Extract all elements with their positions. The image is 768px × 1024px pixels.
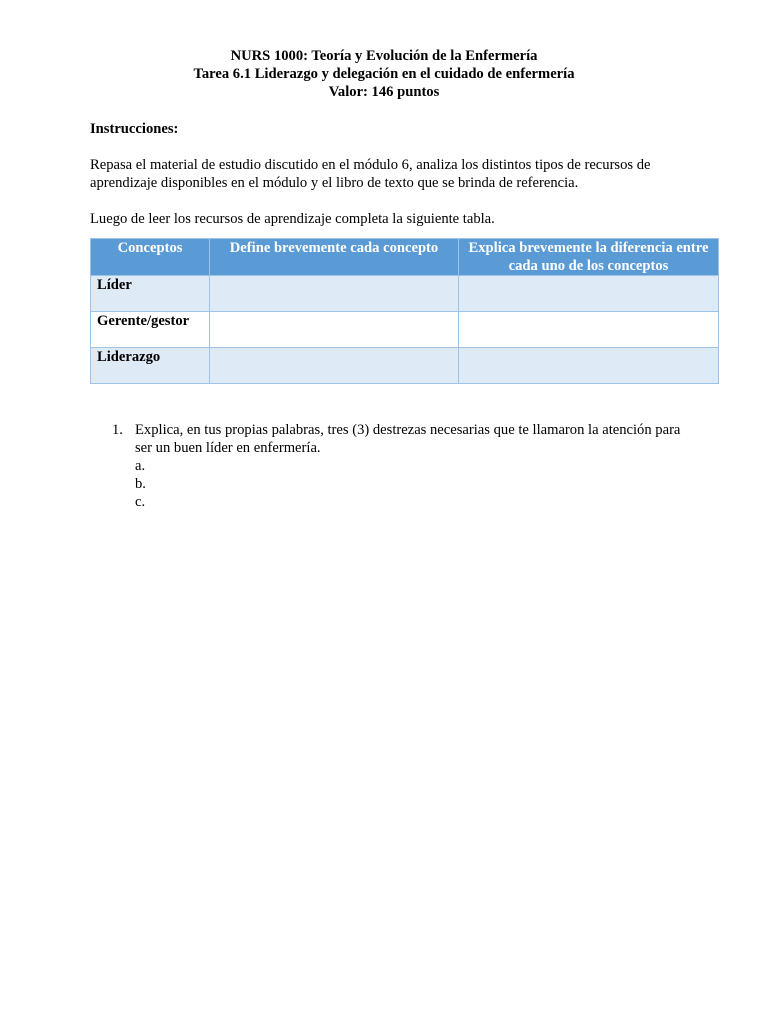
- difference-cell-liderazgo[interactable]: [459, 348, 719, 384]
- column-header-difference: Explica brevemente la diferencia entre cada uno de los conceptos: [459, 239, 719, 276]
- concepts-table: [90, 238, 719, 384]
- instructions-paragraph-1: Repasa el material de estudio discutido en el módulo 6, analiza los distintos tipos de recursos de aprendizaje disponibles en el módulo y el libro de texto que se brinda de referencia.: [90, 157, 651, 191]
- question-body: [135, 421, 695, 511]
- instructions-paragraph-2: Luego de leer los recursos de aprendizaje completa la siguiente tabla.: [90, 211, 495, 227]
- assignment-title: Tarea 6.1 Liderazgo y delegación en el cuidado de enfermería: [193, 66, 575, 82]
- definition-cell-gerente[interactable]: [210, 312, 459, 348]
- definition-cell-lider[interactable]: [210, 276, 459, 312]
- column-header-definition: Define brevemente cada concepto: [210, 239, 459, 276]
- concept-cell-gerente: Gerente/gestor: [91, 312, 210, 348]
- answer-item-c[interactable]: c.: [135, 494, 146, 510]
- question-item: [112, 421, 718, 511]
- question-text: Explica, en tus propias palabras, tres (3) destrezas necesarias que te llamaron la atención para ser un buen líder en enfermería.: [135, 422, 681, 456]
- answer-item-a[interactable]: a.: [135, 458, 146, 474]
- table-header-row: [91, 239, 719, 276]
- question-list: [90, 421, 718, 511]
- difference-cell-lider[interactable]: [459, 276, 719, 312]
- table-row: [91, 348, 719, 384]
- question-number: 1.: [112, 422, 123, 438]
- table-row: [91, 312, 719, 348]
- course-title: NURS 1000: Teoría y Evolución de la Enfermería: [230, 48, 538, 64]
- assignment-value: Valor: 146 puntos: [328, 84, 440, 100]
- column-header-concepts: Conceptos: [91, 239, 210, 276]
- difference-cell-gerente[interactable]: [459, 312, 719, 348]
- concept-cell-lider: Líder: [91, 276, 210, 312]
- definition-cell-liderazgo[interactable]: [210, 348, 459, 384]
- concept-cell-liderazgo: Liderazgo: [91, 348, 210, 384]
- answer-item-b[interactable]: b.: [135, 476, 146, 492]
- table-row: [91, 276, 719, 312]
- instructions-label: Instrucciones:: [90, 121, 179, 137]
- document-header: [90, 47, 678, 101]
